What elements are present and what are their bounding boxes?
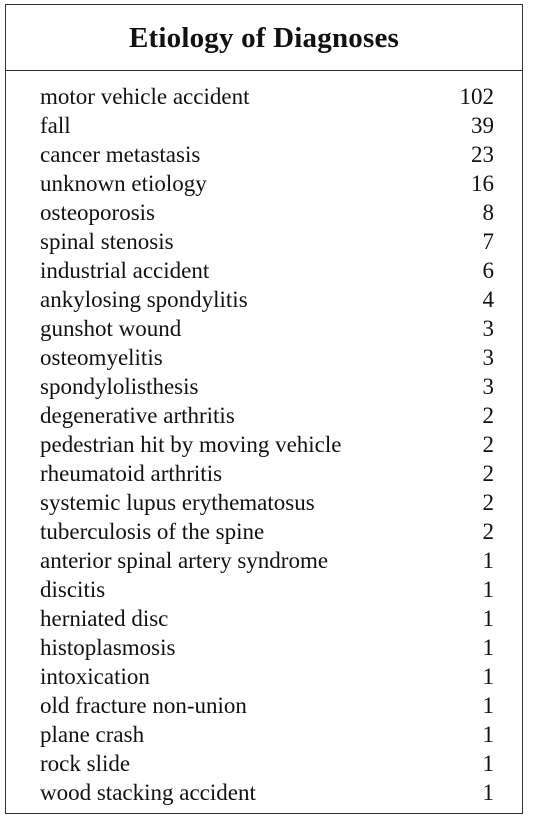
diagnosis-label: discitis [40, 577, 106, 602]
diagnosis-count: 4 [482, 287, 494, 312]
diagnosis-label: industrial accident [40, 258, 210, 283]
diagnosis-count: 7 [482, 229, 494, 254]
diagnosis-count: 2 [482, 403, 494, 428]
diagnosis-count: 1 [482, 664, 494, 689]
diagnosis-label: degenerative arthritis [40, 403, 235, 428]
diagnosis-count: 1 [482, 635, 494, 660]
diagnosis-count: 3 [482, 316, 494, 341]
table-row [40, 691, 494, 720]
table-row [40, 662, 494, 691]
diagnosis-label: rheumatoid arthritis [40, 461, 223, 486]
diagnosis-label: spinal stenosis [40, 229, 174, 254]
diagnosis-label: osteomyelitis [40, 345, 163, 370]
diagnosis-label: rock slide [40, 751, 131, 776]
table-row [40, 372, 494, 401]
diagnosis-count: 1 [482, 548, 494, 573]
diagnosis-count: 6 [482, 258, 494, 283]
diagnosis-count: 8 [482, 200, 494, 225]
diagnosis-count: 1 [482, 751, 494, 776]
diagnosis-label: histoplasmosis [40, 635, 176, 660]
table-row [40, 285, 494, 314]
diagnoses-table [5, 4, 523, 814]
diagnosis-label: fall [40, 113, 71, 138]
diagnosis-count: 23 [471, 142, 494, 167]
diagnosis-label: intoxication [40, 664, 150, 689]
table-row [40, 488, 494, 517]
table-row [40, 459, 494, 488]
diagnosis-label: tuberculosis of the spine [40, 519, 265, 544]
table-row [40, 720, 494, 749]
diagnosis-label: cancer metastasis [40, 142, 201, 167]
diagnosis-label: motor vehicle accident [40, 84, 250, 109]
table-row [40, 430, 494, 459]
diagnosis-label: osteoporosis [40, 200, 155, 225]
diagnosis-count: 39 [471, 113, 494, 138]
diagnosis-count: 102 [459, 84, 494, 109]
table-row [40, 314, 494, 343]
table-row [40, 546, 494, 575]
table-row [40, 169, 494, 198]
diagnosis-count: 1 [482, 606, 494, 631]
diagnosis-label: old fracture non-union [40, 693, 247, 718]
table-row [40, 749, 494, 778]
diagnosis-count: 1 [482, 577, 494, 602]
table-row [40, 343, 494, 372]
diagnosis-label: anterior spinal artery syndrome [40, 548, 329, 573]
diagnosis-count: 16 [471, 171, 494, 196]
diagnosis-count: 2 [482, 461, 494, 486]
table-row [40, 633, 494, 662]
diagnosis-label: unknown etiology [40, 171, 207, 196]
diagnosis-label: ankylosing spondylitis [40, 287, 248, 312]
table-row [40, 517, 494, 546]
table-title: Etiology of Diagnoses [128, 22, 400, 54]
table-body [40, 82, 494, 807]
table-row [40, 256, 494, 285]
diagnosis-label: spondylolisthesis [40, 374, 199, 399]
diagnosis-label: herniated disc [40, 606, 169, 631]
diagnosis-label: pedestrian hit by moving vehicle [40, 432, 342, 457]
diagnosis-count: 2 [482, 432, 494, 457]
diagnosis-count: 2 [482, 519, 494, 544]
diagnosis-count: 1 [482, 693, 494, 718]
diagnosis-label: wood stacking accident [40, 780, 256, 805]
table-row [40, 198, 494, 227]
table-row [40, 140, 494, 169]
table-row [40, 778, 494, 807]
diagnosis-label: gunshot wound [40, 316, 182, 341]
diagnosis-label: plane crash [40, 722, 145, 747]
table-row [40, 82, 494, 111]
diagnosis-count: 3 [482, 345, 494, 370]
table-row [40, 111, 494, 140]
diagnosis-count: 1 [482, 722, 494, 747]
diagnosis-count: 2 [482, 490, 494, 515]
diagnosis-count: 1 [482, 780, 494, 805]
diagnosis-count: 3 [482, 374, 494, 399]
table-row [40, 227, 494, 256]
diagnosis-label: systemic lupus erythematosus [40, 490, 315, 515]
table-row [40, 401, 494, 430]
table-header [6, 5, 522, 71]
table-row [40, 575, 494, 604]
table-row [40, 604, 494, 633]
